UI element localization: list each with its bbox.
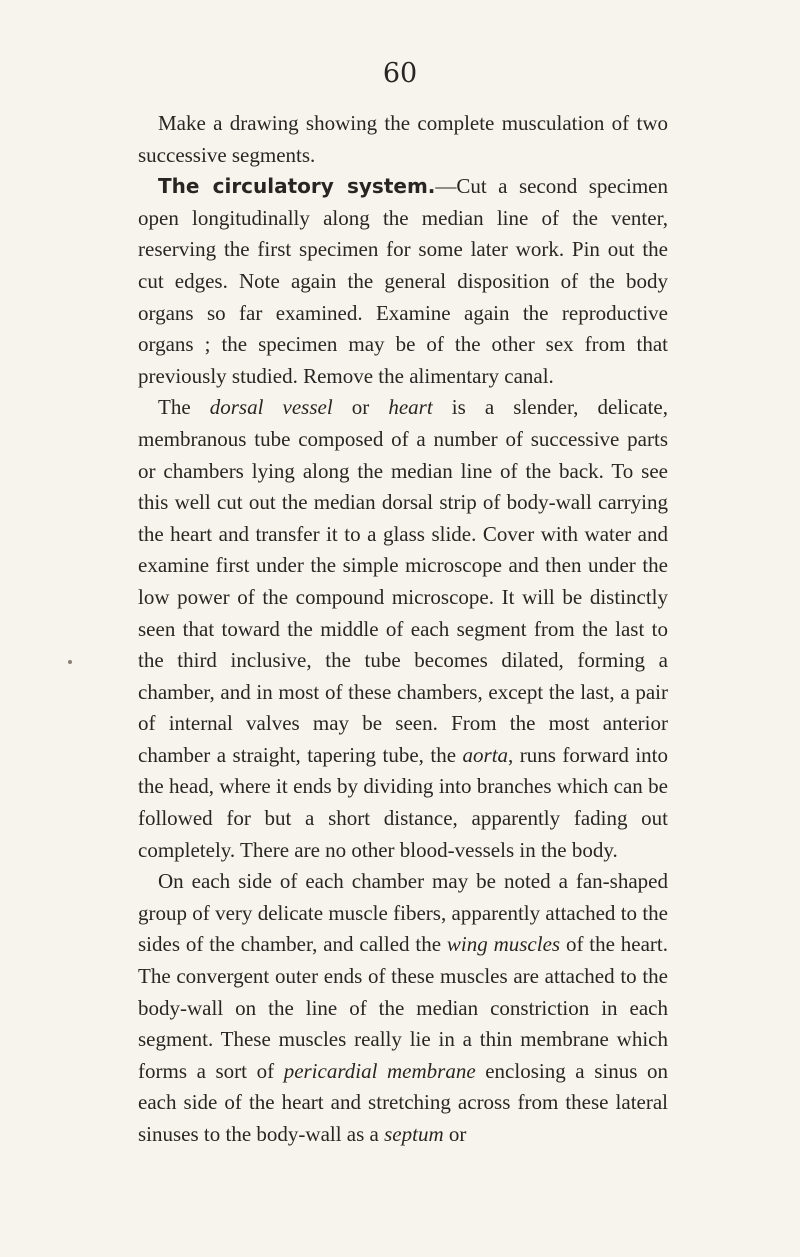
margin-speck [68,660,72,664]
term-dorsal-vessel: dorsal vessel [209,395,333,420]
paragraph-4-text-2: of the heart. The convergent outer ends of these muscles are attached to the body-wall on the line of the median constriction in each segment. These muscles really lie in a thin membrane which forms a sort of [138,932,669,1083]
paragraph-4-text-1: On each side of each chamber may be noted a fan-shaped group of very delicate muscle fibers, apparently attached to the sides of the chamber, and called the [138,869,668,957]
paragraph-3-text-1: The [158,395,210,420]
paragraph-wing-muscles [138,866,668,1150]
term-aorta: aorta [462,742,509,767]
term-wing-muscles: wing muscles [446,932,561,957]
term-pericardial-membrane: pericardial membrane [283,1058,476,1083]
paragraph-drawing-instruction [138,108,668,171]
term-septum: septum [384,1122,444,1146]
term-heart: heart [388,395,433,420]
paragraph-dorsal-vessel [138,392,668,866]
page-number: 60 [382,58,418,89]
paragraph-3-text-3: is a slender, delicate, membranous tube composed of a number of successive parts or chambers lying along the median line of the back. To see this well cut out the median dorsal strip of body-wall carrying the heart and transfer it to a glass slide. Cover with water and examine first under the simple microscope and then under the low power of the compound microscope. It will be distinctly seen that toward the middle of each segment from the last to the third inclusive, the tube becomes dilated, forming a chamber, and in most of these chambers, except the last, a pair of internal valves may be seen. From the most anterior chamber a straight, tapering tube, the [138,395,668,767]
paragraph-2-text: —Cut a second specimen open longitudinally along the median line of the venter, reserving the first specimen for some later work. Pin out the cut edges. Note again the general disposition of the body organs so far examined. Examine again the reproductive organs ; the specimen may be of the other sex from that previously studied. Remove the alimentary canal. [138,174,669,388]
paragraph-1-text: Make a drawing showing the complete musculation of two successive segments. [138,111,668,167]
body-text [138,108,668,1151]
paragraph-4-text-4: or [443,1122,467,1146]
section-heading-circulatory-system: The circulatory system. [158,174,436,199]
paragraph-circulatory-system [138,171,668,392]
paragraph-3-text-2: or [332,395,389,420]
paragraph-4-text-3: enclosing a sinus on each side of the heart and stretching across from these lateral sinuses to the body-wall as a [138,1058,668,1146]
paragraph-3-text-4: , runs forward into the head, where it ends by dividing into branches which can be followed for but a short distance, apparently fading out completely. There are no other blood-vessels in the body. [138,742,668,862]
